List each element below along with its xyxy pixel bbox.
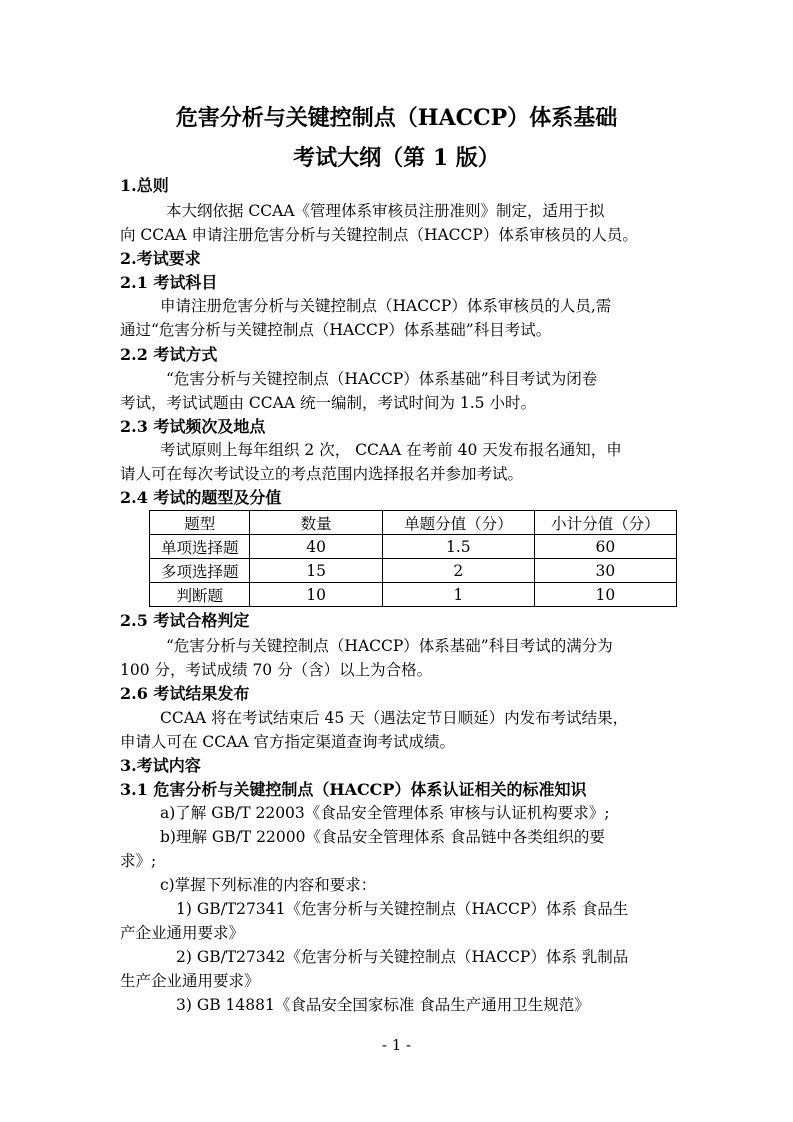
section-1-paragraph-line: 本大纲依据 CCAA《管理体系审核员注册准则》制定，适用于拟 [166,202,605,220]
section-3-1-heading: 3.1 危害分析与关键控制点（HACCP）体系认证相关的标准知识 [120,780,587,799]
section-2-3-paragraph-line: 考试原则上每年组织 2 次， CCAA 在考前 40 天发布报名通知，申 [160,441,622,459]
table-cell: 1.5 [382,535,534,559]
section-3-heading: 3.考试内容 [120,756,201,775]
table-cell: 60 [534,535,676,559]
section-2-2-paragraph-line: 考试，考试试题由 CCAA 统一编制，考试时间为 1.5 小时。 [120,394,536,412]
sub-list-item-continuation: 产企业通用要求》 [120,924,245,942]
table-cell: 40 [250,535,382,559]
table-header-cell: 数量 [250,511,382,535]
section-2-2-paragraph-line: “危害分析与关键控制点（HACCP）体系基础”科目考试为闭卷 [166,370,598,388]
section-2-1-heading: 2.1 考试科目 [120,273,218,292]
sub-list-item-continuation: 生产企业通用要求》 [120,972,260,990]
table-cell: 判断题 [150,583,250,607]
table-cell: 15 [250,559,382,583]
section-2-2-heading: 2.2 考试方式 [120,345,218,364]
sub-list-item: 3) GB 14881《食品安全国家标准 食品生产通用卫生规范》 [176,996,590,1014]
section-2-1-paragraph-line: 申请注册危害分析与关键控制点（HACCP）体系审核员的人员,需 [160,297,612,315]
table-cell: 30 [534,559,676,583]
document-subtitle: 考试大纲（第 1 版） [293,145,500,171]
section-2-3-heading: 2.3 考试频次及地点 [120,417,266,436]
sub-list-item: 2) GB/T27342《危害分析与关键控制点（HACCP）体系 乳制品 [176,948,629,966]
section-1-heading: 1.总则 [120,176,169,195]
section-2-6-paragraph-line: 申请人可在 CCAA 官方指定渠道查询考试成绩。 [120,733,455,751]
section-2-heading: 2.考试要求 [120,249,201,268]
table-row [150,535,677,559]
table-row [150,559,677,583]
sub-list-item: 1) GB/T27341《危害分析与关键控制点（HACCP）体系 食品生 [176,900,629,918]
section-1-paragraph-line: 向 CCAA 申请注册危害分析与关键控制点（HACCP）体系审核员的人员。 [120,226,638,244]
section-2-5-paragraph-line: “危害分析与关键控制点（HACCP）体系基础”科目考试的满分为 [166,637,613,655]
list-item: b)理解 GB/T 22000《食品安全管理体系 食品链中各类组织的要 [160,828,605,846]
section-2-5-paragraph-line: 100 分，考试成绩 70 分（含）以上为合格。 [120,661,433,679]
table-header-row [150,511,677,535]
document-title: 危害分析与关键控制点（HACCP）体系基础 [175,105,618,131]
score-table [149,510,677,607]
list-item: c)掌握下列标准的内容和要求： [160,876,377,894]
table-cell: 1 [382,583,534,607]
table-header-cell: 题型 [150,511,250,535]
section-2-4-heading: 2.4 考试的题型及分值 [120,488,282,507]
section-2-5-heading: 2.5 考试合格判定 [120,611,250,630]
section-2-3-paragraph-line: 请人可在每次考试设立的考点范围内选择报名并参加考试。 [120,465,524,483]
table-row [150,583,677,607]
table-header-cell: 单题分值（分） [382,511,534,535]
table-cell: 单项选择题 [150,535,250,559]
section-2-6-paragraph-line: CCAA 将在考试结束后 45 天（遇法定节日顺延）内发布考试结果， [160,709,629,727]
table-header-cell: 小计分值（分） [534,511,676,535]
table-cell: 10 [250,583,382,607]
list-item: a)了解 GB/T 22003《食品安全管理体系 审核与认证机构要求》; [160,804,610,822]
table-cell: 10 [534,583,676,607]
section-2-6-heading: 2.6 考试结果发布 [120,684,250,703]
list-item-continuation: 求》; [120,852,157,870]
section-2-1-paragraph-line: 通过“危害分析与关键控制点（HACCP）体系基础”科目考试。 [120,321,552,339]
table-cell: 2 [382,559,534,583]
page-number: - 1 - [381,1036,412,1054]
table-cell: 多项选择题 [150,559,250,583]
